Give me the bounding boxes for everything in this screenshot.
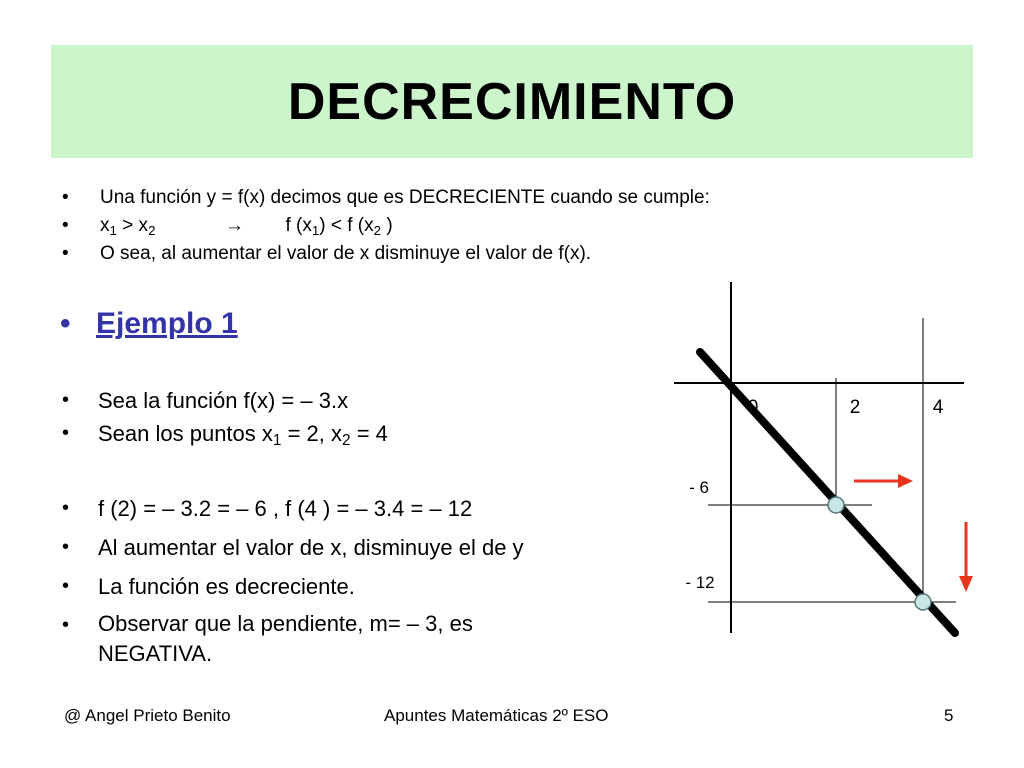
y-tick-label-minus12: - 12 [685,573,715,592]
evaluation-text: f (2) = – 3.2 = – 6 , f (4 ) = – 3.4 = – 12 [98,496,473,521]
condition-premise: $x_1 > x_2$ [100,215,156,238]
page-number: 5 [944,706,954,725]
x-tick-label-4: 4 [932,397,944,418]
points-text: Sean los puntos $x_1 = 2$, $x_2 = 4$ [98,421,388,449]
bullet-icon: • [62,536,70,558]
definition-text: Una función y = f(x) decimos que es DECRECIENTE cuando se cumple: [100,187,710,208]
bullet-icon: • [62,614,70,636]
bullet-icon: • [62,243,69,264]
implies-arrow-icon: → [224,215,244,236]
x-tick-label-2: 2 [849,397,861,418]
bullet-icon: • [62,422,70,444]
bullet-icon: • [60,307,71,340]
x-tick-label-0: 0 [747,397,759,418]
example-title: Ejemplo 1 [96,307,238,340]
bullet-icon: • [62,497,70,519]
bullet-icon: • [62,215,69,236]
explanation-text: O sea, al aumentar el valor de x disminuye el valor de f(x). [100,243,592,264]
condition-conclusion: f $(x_1) < f$ ($x_2$ ) [285,215,393,238]
function-line [700,352,955,633]
point-x4 [915,594,931,610]
increase-x-arrow-head-icon [898,474,913,488]
footer-course: Apuntes Matemáticas 2º ESO [384,706,609,725]
bullet-icon: • [62,187,69,208]
function-text: Sea la función f(x) = – 3.x [98,388,349,413]
bullet-icon: • [62,575,70,597]
decrease-y-arrow-head-icon [959,576,973,592]
slope-text: Observar que la pendiente, m= – 3, es NEGATIVA. [98,611,473,666]
y-tick-label-minus6: - 6 [689,478,709,497]
slide-title: DECRECIMIENTO [287,72,737,131]
footer-author: @ Angel Prieto Benito [64,706,231,725]
bullet-icon: • [62,389,70,411]
conclusion-text: La función es decreciente. [98,574,355,599]
point-x2 [828,497,844,513]
observation-text: Al aumentar el valor de x, disminuye el de y [98,535,524,560]
